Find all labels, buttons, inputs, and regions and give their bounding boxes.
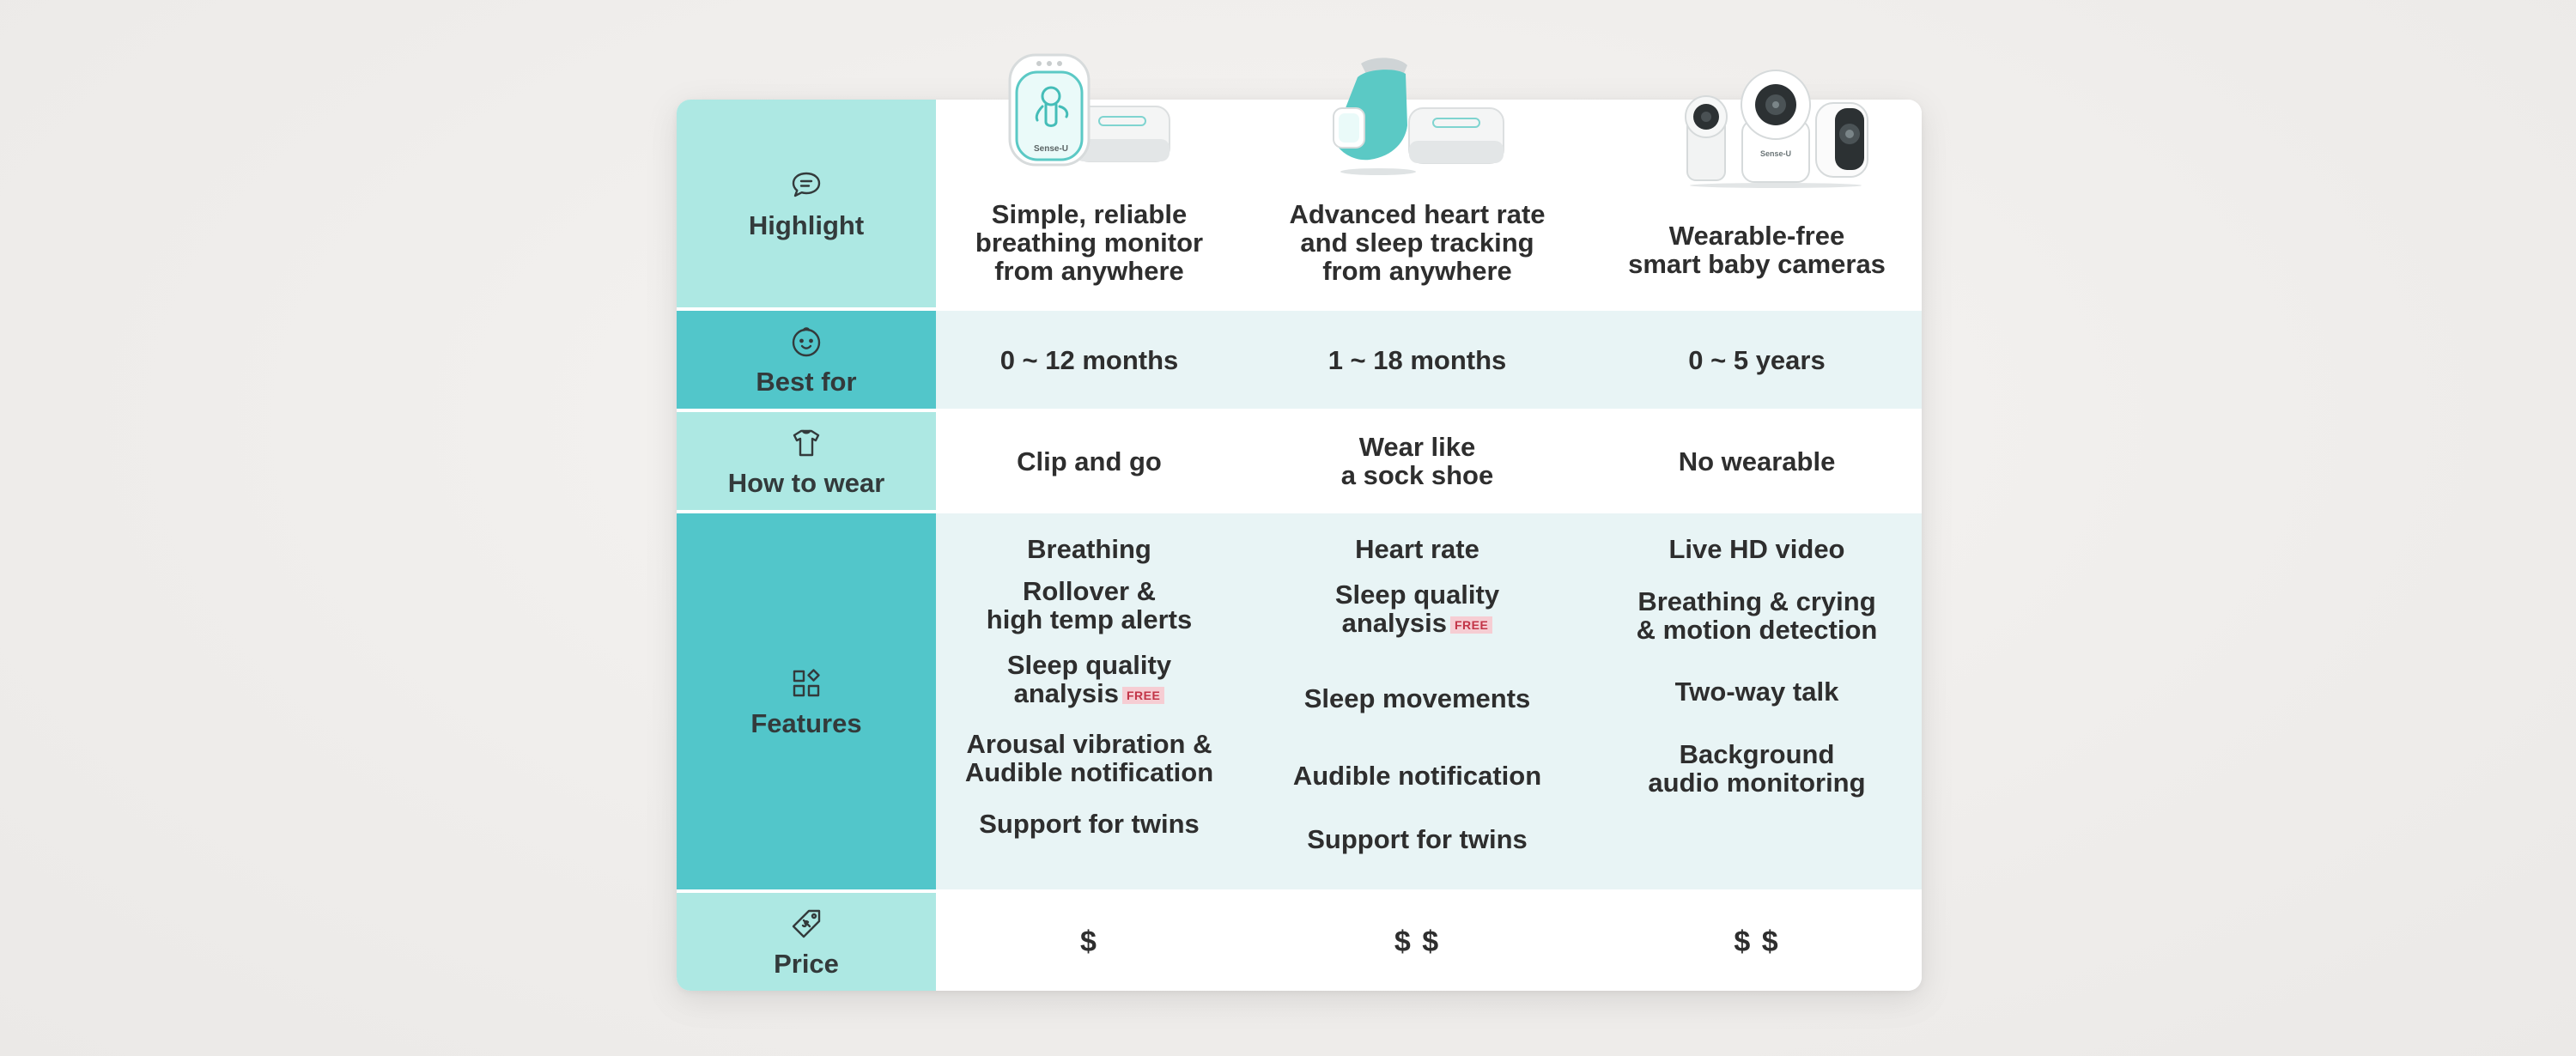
cell-features-1: [936, 513, 1242, 889]
cell-features-3: [1592, 513, 1922, 889]
feature-sleep-quality-line2: analysis FREE: [1342, 609, 1493, 637]
cell-how-to-wear-2: [1242, 412, 1592, 510]
feature-twins: Support for twins: [979, 808, 1200, 839]
feature-item: [1669, 531, 1845, 567]
feature-item: [965, 730, 1213, 786]
price-text-1: $: [1080, 925, 1098, 958]
feature-audible: Audible notification: [1292, 760, 1542, 791]
feature-item: [1304, 680, 1531, 716]
free-badge: FREE: [1450, 616, 1492, 634]
feature-sleep-quality-line1: Sleep quality: [1334, 580, 1500, 610]
label-how-to-wear: [677, 412, 936, 510]
row-best-for: [677, 311, 1922, 409]
free-badge: FREE: [1122, 687, 1164, 704]
price-tag-icon: [787, 904, 826, 944]
feature-two-way-talk: Two-way talk: [1674, 676, 1839, 707]
feature-item: [1648, 740, 1865, 797]
feature-rollover: Rollover & high temp alerts: [986, 576, 1193, 634]
highlight-text-2: Advanced heart rate and sleep tracking from anywhere: [1289, 199, 1546, 286]
label-highlight: [677, 100, 936, 307]
label-text: Features: [750, 708, 862, 738]
best-for-text-3: 0 ~ 5 years: [1688, 344, 1826, 375]
grid-shapes-icon: [787, 664, 826, 703]
chat-bubble-icon: [787, 166, 826, 205]
cell-features-2: [1242, 513, 1592, 889]
comparison-table: [677, 100, 1922, 991]
feature-background-audio: Background audio monitoring: [1648, 739, 1866, 798]
highlight-text-3: Wearable-free smart baby cameras: [1628, 221, 1886, 279]
feature-item: [1355, 531, 1479, 567]
best-for-text-2: 1 ~ 18 months: [1327, 344, 1507, 375]
price-text-2: $ $: [1394, 925, 1441, 958]
feature-arousal: Arousal vibration & Audible notification: [964, 729, 1214, 787]
row-features: [677, 513, 1922, 889]
feature-item: [1027, 531, 1151, 567]
price-text-3: $ $: [1734, 925, 1780, 958]
cell-best-for-2: [1242, 311, 1592, 409]
label-text: How to wear: [727, 468, 885, 498]
label-best-for: [677, 311, 936, 409]
feature-item: [979, 805, 1200, 841]
baby-face-icon: [787, 322, 826, 361]
feature-detection: Breathing & crying & motion detection: [1636, 586, 1878, 645]
breathing-monitor-product-image: [996, 50, 1176, 179]
feature-item: [1335, 580, 1499, 637]
row-price: [677, 893, 1922, 991]
label-text: Best for: [756, 367, 857, 397]
feature-sleep-quality-line2: analysis FREE: [1014, 679, 1165, 707]
cell-price-1: [936, 893, 1242, 991]
feature-item: [986, 576, 1193, 634]
best-for-text-1: 0 ~ 12 months: [999, 344, 1179, 375]
row-how-to-wear: [677, 412, 1922, 510]
how-to-wear-text-1: Clip and go: [1017, 446, 1162, 476]
how-to-wear-text-2: Wear like a sock shoe: [1340, 432, 1494, 490]
sock-monitor-product-image: [1327, 52, 1516, 180]
cell-how-to-wear-1: [936, 412, 1242, 510]
label-text: Price: [774, 949, 839, 979]
label-price: [677, 893, 936, 991]
feature-sleep-quality-line1: Sleep quality: [1006, 650, 1172, 680]
feature-breathing: Breathing: [1027, 533, 1151, 564]
cell-best-for-3: [1592, 311, 1922, 409]
product-3-brand: Sense-U: [1759, 149, 1792, 158]
cell-how-to-wear-3: [1592, 412, 1922, 510]
feature-item: [1293, 757, 1541, 793]
highlight-text-1: Simple, reliable breathing monitor from anywhere: [975, 199, 1204, 286]
feature-item: [1307, 821, 1528, 857]
feature-item: [1637, 587, 1878, 644]
label-text: Highlight: [748, 210, 865, 240]
feature-item: [1007, 651, 1171, 707]
smart-camera-product-image: [1679, 60, 1876, 189]
cell-best-for-1: [936, 311, 1242, 409]
feature-live-video: Live HD video: [1668, 533, 1845, 564]
feature-sleep-movements: Sleep movements: [1303, 683, 1531, 713]
label-features: [677, 513, 936, 889]
how-to-wear-text-3: No wearable: [1678, 446, 1836, 476]
feature-twins: Support for twins: [1307, 823, 1528, 854]
onesie-icon: [787, 423, 826, 463]
feature-item: [1675, 673, 1839, 709]
cell-price-2: [1242, 893, 1592, 991]
product-1-brand: Sense-U: [1033, 144, 1069, 154]
cell-price-3: [1592, 893, 1922, 991]
feature-heart-rate: Heart rate: [1355, 533, 1479, 564]
